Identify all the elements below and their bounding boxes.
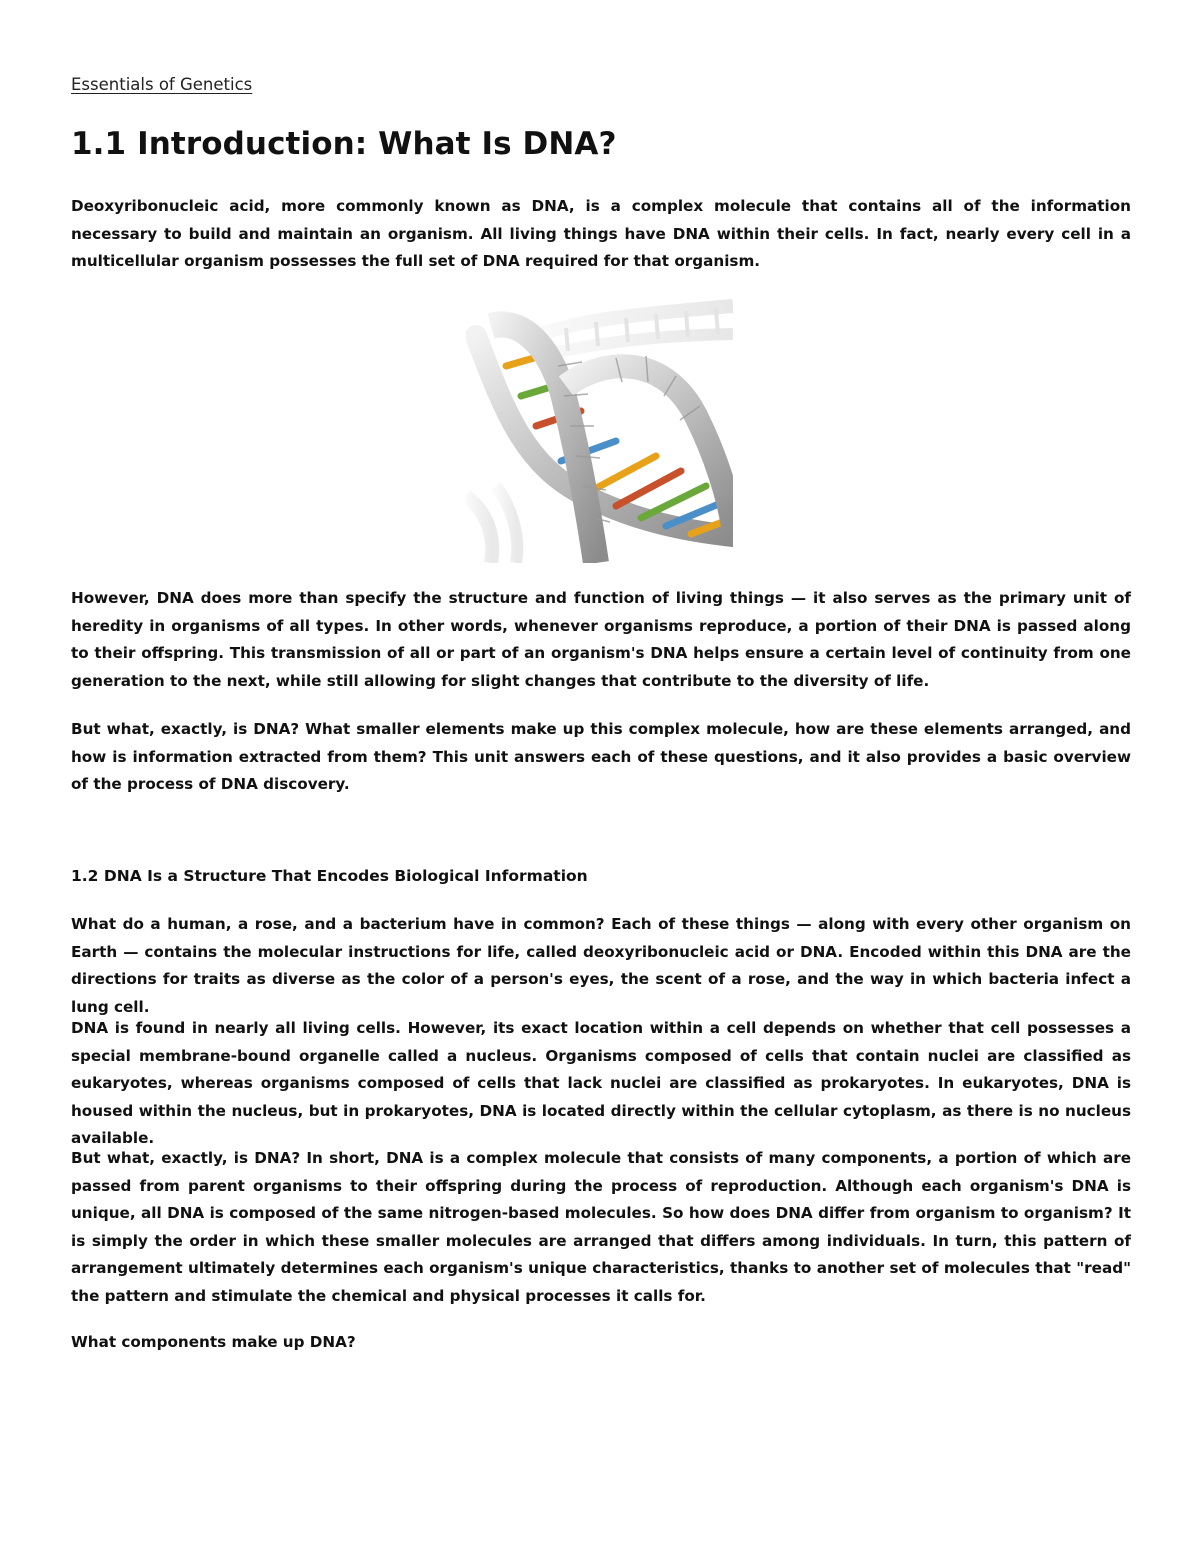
paragraph-section2-2: DNA is found in nearly all living cells. However, its exact location within a cell depends on whether that cell possesses a special membrane-bound organelle called a nucleus. Organisms composed of cells that contain nuclei are classified as eukaryotes, whereas organisms composed of cells that lack nuclei are classified as prokaryotes. In eukaryotes, DNA is housed within the nucleus, but in prokaryotes, DNA is located directly within the cellular cytoplasm, as there is no nucleus available. — [71, 1019, 1131, 1148]
dna-helix-figure — [466, 296, 733, 563]
paragraph-intro-1: Deoxyribonucleic acid, more commonly known as DNA, is a complex molecule that contains all of the information necessary to build and maintain an organism. All living things have DNA within their cells. In fact, nearly every cell in a multicellular organism possesses the full set of DNA required for that organism. — [71, 197, 1131, 271]
section-title-encodes: 1.2 DNA Is a Structure That Encodes Biological Information — [71, 867, 588, 885]
section-title-introduction: 1.1 Introduction: What Is DNA? — [71, 126, 617, 162]
document-header: Essentials of Genetics — [71, 75, 253, 94]
paragraph-section2-3: But what, exactly, is DNA? In short, DNA is a complex molecule that consists of many components, a portion of which are passed from parent organisms to their offspring during the process of reproduction. Although each organism's DNA is unique, all DNA is composed of the same nitrogen-based molecules. So how does DNA differ from organism to organism? It is simply the order in which these smaller molecules are arranged that differs among individuals. In turn, this pattern of arrangement ultimately determines each organism's unique characteristics, thanks to another set of molecules that "read" the pattern and stimulate the chemical and physical processes it calls for. — [71, 1149, 1131, 1305]
paragraph-intro-2: However, DNA does more than specify the structure and function of living things — it also serves as the primary unit of heredity in organisms of all types. In other words, whenever organisms reproduce, a portion of their DNA is passed along to their offspring. This transmission of all or part of an organism's DNA helps ensure a certain level of continuity from one generation to the next, while still allowing for slight changes that contribute to the diversity of life. — [71, 589, 1131, 690]
paragraph-intro-3: But what, exactly, is DNA? What smaller elements make up this complex molecule, how are these elements arranged, and how is information extracted from them? This unit answers each of these questions, and it also provides a basic overview of the process of DNA discovery. — [71, 720, 1131, 794]
dna-double-helix-icon — [466, 296, 733, 563]
question-heading: What components make up DNA? — [71, 1333, 356, 1351]
paragraph-section2-1: What do a human, a rose, and a bacterium have in common? Each of these things — along with every other organism on Earth — contains the molecular instructions for life, called deoxyribonucleic acid or DNA. Encoded within this DNA are the directions for traits as diverse as the color of a person's eyes, the scent of a rose, and the way in which bacteria infect a lung cell. — [71, 915, 1131, 1016]
